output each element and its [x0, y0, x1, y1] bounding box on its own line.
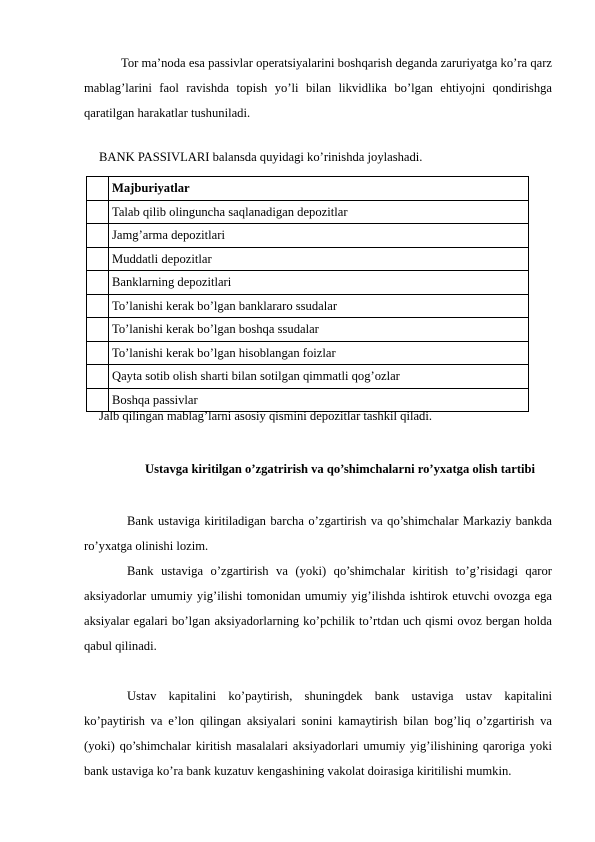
table-row: [87, 224, 529, 248]
table-row: [87, 247, 529, 271]
table-row: [87, 365, 529, 389]
table-cell: To’lanishi kerak bo’lgan banklararo ssudalar: [109, 294, 529, 318]
table-row: [87, 318, 529, 342]
table-cell: Banklarning depozitlari: [109, 271, 529, 295]
bank-liabilities-table: [86, 176, 529, 412]
table-header-cell: Majburiyatlar: [109, 177, 529, 201]
after-table-paragraph: Jalb qilingan mablag’larni asosiy qismini depozitlar tashkil qiladi.: [99, 409, 432, 423]
table-number-cell: [87, 247, 109, 271]
table-number-cell: [87, 271, 109, 295]
table-row: [87, 341, 529, 365]
table-number-cell: [87, 200, 109, 224]
table-cell: Jamg’arma depozitlari: [109, 224, 529, 248]
table-row: [87, 200, 529, 224]
body-paragraph-2: Bank ustaviga o’zgartirish va (yoki) qo’shimchalar kiritish to’g’risidagi qaror aksiyadorlar umumiy yig’ilishi tomonidan umumiy yig’ilishda ishtirok etuvchi ovozga ega aksiyalar egalari bo’lgan aksiyadorlarning ko’pchilik to’rtdan uch qismi ovoz bergan holda qabul qilinadi.: [84, 564, 552, 653]
table-number-cell: [87, 341, 109, 365]
table-number-cell: [87, 177, 109, 201]
body-paragraph-1: Bank ustaviga kiritiladigan barcha o’zgartirish va qo’shimchalar Markaziy bankda ro’yxatga olinishi lozim.: [84, 514, 552, 553]
table-number-cell: [87, 365, 109, 389]
table-cell: To’lanishi kerak bo’lgan boshqa ssudalar: [109, 318, 529, 342]
body-paragraph-3: Ustav kapitalini ko’paytirish, shuningdek bank ustaviga ustav kapitalini ko’paytirish va e’lon qilingan aksiyalari sonini kamaytirish bilan bog’liq o’zgartirish va (yoki) qo’shimchalar kiritish masalalari aksiyadorlari umumiy yig’ilishining qaroriga yoki bank ustaviga ko’ra bank kuzatuv kengashining vakolat doirasiga kiritilishi mumkin.: [84, 689, 552, 778]
table-header-row: [87, 177, 529, 201]
table-number-cell: [87, 318, 109, 342]
table-cell: To’lanishi kerak bo’lgan hisoblangan foizlar: [109, 341, 529, 365]
table-row: [87, 271, 529, 295]
table-row: [87, 294, 529, 318]
table-number-cell: [87, 224, 109, 248]
table-cell: Qayta sotib olish sharti bilan sotilgan qimmatli qog’ozlar: [109, 365, 529, 389]
table-intro-paragraph: BANK PASSIVLARI balansda quyidagi ko’rinishda joylashadi.: [99, 150, 423, 164]
section-heading: Ustavga kiritilgan o’zgatrirish va qo’shimchalarni ro’yxatga olish tartibi: [144, 462, 536, 476]
intro-paragraph: Tor ma’noda esa passivlar operatsiyalarini boshqarish deganda zaruriyatga ko’ra qarz mablag’larini faol ravishda topish yo’li bilan likvidlika bo’lgan ehtiyojni qondirishga qaratilgan harakatlar tushuniladi.: [84, 56, 552, 120]
table-cell: Talab qilib olinguncha saqlanadigan depozitlar: [109, 200, 529, 224]
table-number-cell: [87, 294, 109, 318]
table-cell: Boshqa passivlar: [109, 388, 529, 412]
table-cell: Muddatli depozitlar: [109, 247, 529, 271]
